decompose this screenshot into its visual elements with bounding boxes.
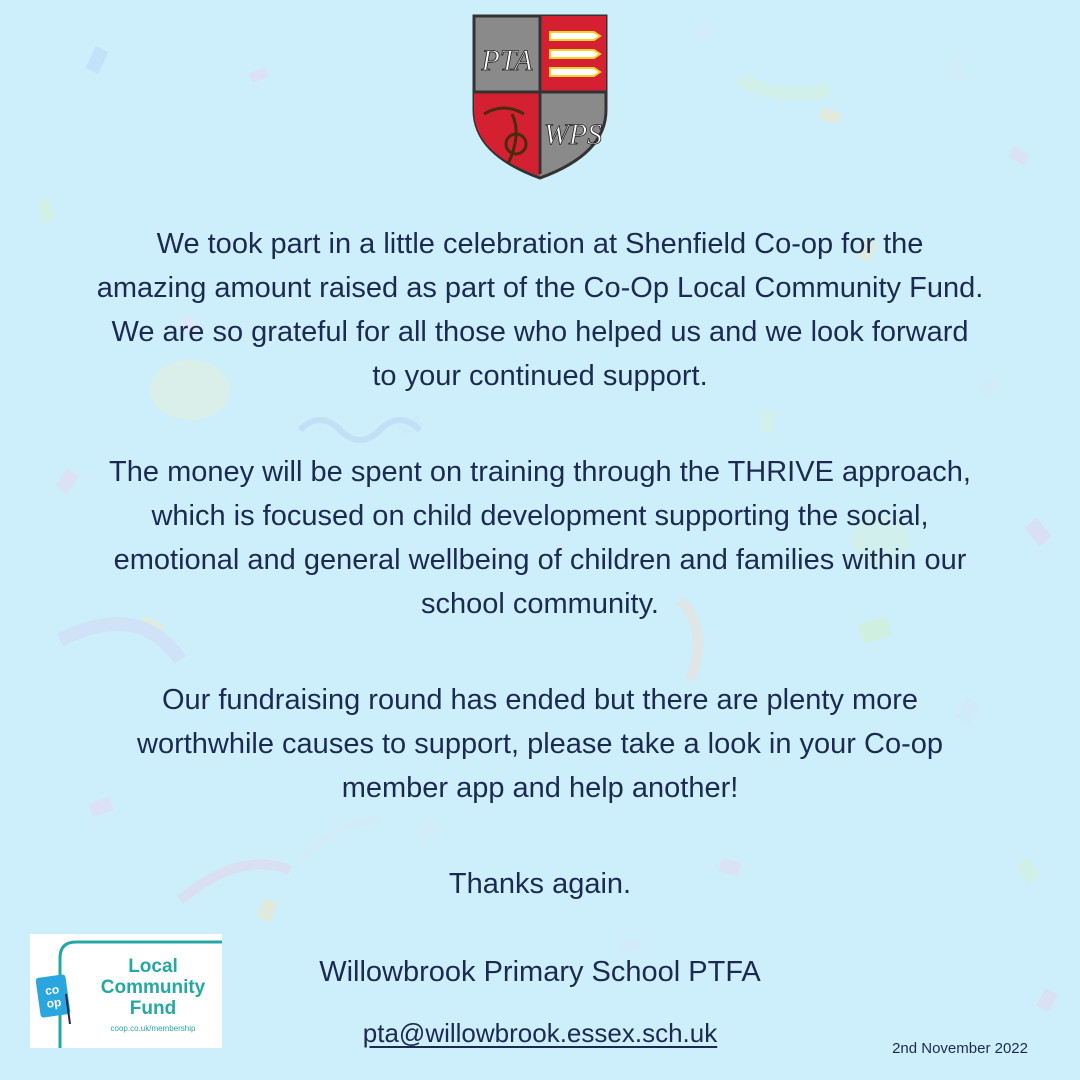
crest-right-text: WPS xyxy=(543,118,603,151)
signature: Willowbrook Primary School PTFA xyxy=(319,956,761,988)
coop-logo-icon xyxy=(36,974,76,1024)
paragraph-line: emotional and general wellbeing of children and families within our xyxy=(113,544,967,576)
paragraph-celebration xyxy=(20,222,1060,398)
paragraph-line: Thanks again. xyxy=(448,868,632,900)
paragraph-line: amazing amount raised as part of the Co-Op Local Community Fund. xyxy=(96,272,984,304)
lcf-title-line: Fund xyxy=(129,998,177,1019)
paragraph-line: member app and help another! xyxy=(341,772,739,804)
paragraph-line: which is focused on child development supporting the social, xyxy=(151,500,929,532)
paragraph-thanks xyxy=(20,862,1060,906)
paragraph-line: to your continued support. xyxy=(372,360,708,392)
paragraph-fundraising xyxy=(20,678,1060,810)
crest-left-text: PTA xyxy=(481,44,533,77)
coop-sign-top: co xyxy=(44,982,61,998)
paragraph-line: school community. xyxy=(421,588,659,620)
paragraph-line: We took part in a little celebration at Shenfield Co-op for the xyxy=(156,228,924,260)
pta-wps-crest-logo xyxy=(472,14,608,180)
email-container xyxy=(190,1018,890,1049)
email-link[interactable]: pta@willowbrook.essex.sch.uk xyxy=(362,1018,718,1048)
paragraph-line: The money will be spent on training through the THRIVE approach, xyxy=(109,456,971,488)
lcf-title-line: Community xyxy=(100,977,206,998)
coop-sign-bottom: op xyxy=(45,994,63,1011)
post-date: 2nd November 2022 xyxy=(892,1040,1028,1057)
paragraph-line: worthwhile causes to support, please take a look in your Co-op xyxy=(137,728,943,760)
paragraph-line: Our fundraising round has ended but there are plenty more xyxy=(161,684,919,716)
paragraph-thrive xyxy=(20,450,1060,626)
lcf-url: coop.co.uk/membership xyxy=(110,1024,196,1033)
lcf-title-line: Local xyxy=(128,956,178,977)
paragraph-line: We are so grateful for all those who helped us and we look forward xyxy=(111,316,969,348)
